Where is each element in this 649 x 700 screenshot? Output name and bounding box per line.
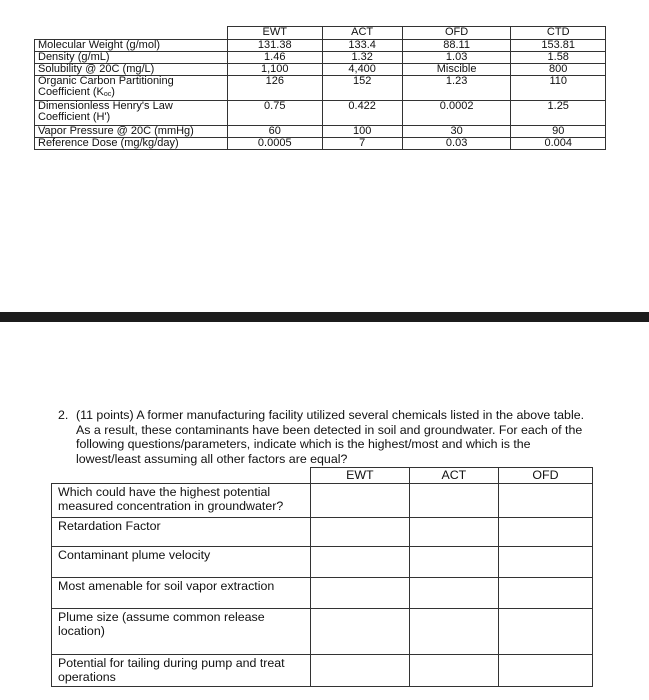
- table-row: [35, 64, 606, 76]
- cell-value: 88.11: [402, 40, 511, 52]
- cell-value: 131.38: [228, 40, 323, 52]
- question-block: [58, 408, 598, 466]
- table-row: [35, 76, 606, 101]
- answer-cell-ofd[interactable]: [499, 483, 593, 517]
- table-row: [35, 101, 606, 126]
- cell-value: 152: [322, 76, 402, 101]
- answer-row-label: Most amenable for soil vapor extraction: [52, 577, 311, 608]
- cell-value: 90: [511, 126, 606, 138]
- row-label-end: ): [111, 86, 115, 98]
- column-header-ofd: OFD: [402, 27, 511, 40]
- answer-cell-ofd[interactable]: [499, 608, 593, 654]
- answer-cell-ewt[interactable]: [311, 654, 410, 686]
- row-label: [35, 76, 228, 101]
- question-text: (11 points) A former manufacturing facility utilized several chemicals listed in the above table. As a result, these contaminants have been detected in soil and groundwater. For each of the following questions/parameters, indicate which is the highest/most and which is the lowest/least assuming all other factors are equal?: [76, 408, 585, 466]
- answer-cell-ewt[interactable]: [311, 517, 410, 546]
- answer-row-label: Potential for tailing during pump and treat operations: [52, 654, 311, 686]
- cell-value: 7: [322, 138, 402, 150]
- answer-row: [52, 577, 593, 608]
- cell-value: 0.75: [228, 101, 323, 126]
- answer-cell-ofd[interactable]: [499, 577, 593, 608]
- cell-value: 1.25: [511, 101, 606, 126]
- answer-cell-act[interactable]: [409, 517, 498, 546]
- cell-value: Miscible: [402, 64, 511, 76]
- row-label-text: Organic Carbon Partitioning Coefficient (K: [38, 75, 174, 98]
- answer-header-blank: [52, 468, 311, 484]
- cell-value: 133.4: [322, 40, 402, 52]
- question-number: 2.: [58, 408, 69, 422]
- answer-cell-ofd[interactable]: [499, 517, 593, 546]
- answer-column-ofd: OFD: [499, 468, 593, 484]
- answer-column-ewt: EWT: [311, 468, 410, 484]
- section-divider: [0, 312, 649, 322]
- table-row: [35, 40, 606, 52]
- cell-value: 1.23: [402, 76, 511, 101]
- answer-cell-act[interactable]: [409, 608, 498, 654]
- cell-value: 4,400: [322, 64, 402, 76]
- row-label: Density (g/mL): [35, 52, 228, 64]
- cell-value: 1.32: [322, 52, 402, 64]
- answer-cell-ewt[interactable]: [311, 546, 410, 577]
- cell-value: 1,100: [228, 64, 323, 76]
- cell-value: 110: [511, 76, 606, 101]
- answer-cell-ewt[interactable]: [311, 483, 410, 517]
- answer-cell-ewt[interactable]: [311, 608, 410, 654]
- column-header-ctd: CTD: [511, 27, 606, 40]
- answer-row: [52, 608, 593, 654]
- answer-column-act: ACT: [409, 468, 498, 484]
- answer-table: [51, 467, 593, 687]
- column-header-ewt: EWT: [228, 27, 323, 40]
- row-label: Dimensionless Henry's Law Coefficient (H'): [35, 101, 228, 126]
- row-label-subscript: oc: [103, 91, 112, 98]
- cell-value: 100: [322, 126, 402, 138]
- answer-cell-act[interactable]: [409, 577, 498, 608]
- answer-row-label: Which could have the highest potential measured concentration in groundwater?: [52, 483, 311, 517]
- table-row: [35, 126, 606, 138]
- answer-row: [52, 517, 593, 546]
- answer-cell-act[interactable]: [409, 483, 498, 517]
- cell-value: 0.03: [402, 138, 511, 150]
- answer-cell-act[interactable]: [409, 546, 498, 577]
- cell-value: 30: [402, 126, 511, 138]
- cell-value: 1.03: [402, 52, 511, 64]
- cell-value: 1.46: [228, 52, 323, 64]
- chemical-properties-table: [34, 26, 606, 150]
- answer-cell-ewt[interactable]: [311, 577, 410, 608]
- cell-value: 1.58: [511, 52, 606, 64]
- answer-cell-ofd[interactable]: [499, 546, 593, 577]
- answer-cell-act[interactable]: [409, 654, 498, 686]
- answer-header-row: [52, 468, 593, 484]
- header-blank-cell: [35, 27, 228, 40]
- row-label: Vapor Pressure @ 20C (mmHg): [35, 126, 228, 138]
- answer-row: [52, 546, 593, 577]
- answer-row-label: Plume size (assume common release location): [52, 608, 311, 654]
- cell-value: 0.422: [322, 101, 402, 126]
- table-header-row: [35, 27, 606, 40]
- answer-row-label: Retardation Factor: [52, 517, 311, 546]
- answer-row: [52, 483, 593, 517]
- cell-value: 60: [228, 126, 323, 138]
- row-label: Molecular Weight (g/mol): [35, 40, 228, 52]
- cell-value: 0.0005: [228, 138, 323, 150]
- answer-cell-ofd[interactable]: [499, 654, 593, 686]
- table-row: [35, 52, 606, 64]
- answer-row: [52, 654, 593, 686]
- cell-value: 153.81: [511, 40, 606, 52]
- cell-value: 800: [511, 64, 606, 76]
- table-row: [35, 138, 606, 150]
- answer-row-label: Contaminant plume velocity: [52, 546, 311, 577]
- column-header-act: ACT: [322, 27, 402, 40]
- row-label: Reference Dose (mg/kg/day): [35, 138, 228, 150]
- cell-value: 0.004: [511, 138, 606, 150]
- cell-value: 0.0002: [402, 101, 511, 126]
- cell-value: 126: [228, 76, 323, 101]
- row-label: Solubility @ 20C (mg/L): [35, 64, 228, 76]
